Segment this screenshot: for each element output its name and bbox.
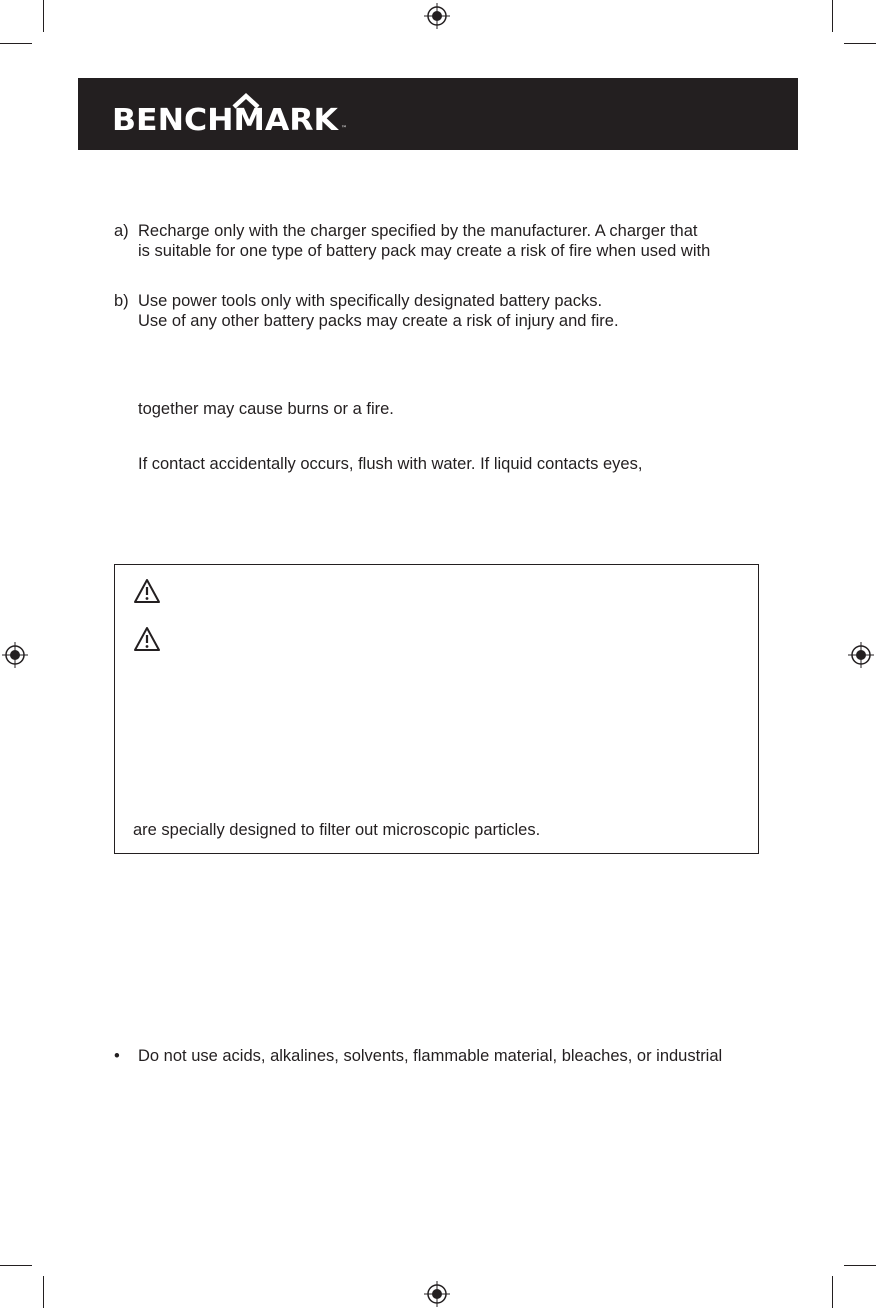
item-marker-a: a) — [114, 222, 129, 240]
crop-mark — [832, 1276, 833, 1308]
crop-mark — [43, 1276, 44, 1308]
registration-mark-icon — [2, 642, 28, 668]
fragment-line-1: together may cause burns or a fire. — [138, 400, 394, 418]
item-marker-b: b) — [114, 292, 129, 310]
registration-mark-icon — [424, 3, 450, 29]
item-a-line-1: Recharge only with the charger specified by the manufacturer. A charger that — [138, 222, 698, 240]
bullet-icon: • — [114, 1047, 120, 1065]
fragment-line-2: If contact accidentally occurs, flush with water. If liquid contacts eyes, — [138, 455, 643, 473]
registration-mark-icon — [424, 1281, 450, 1307]
crop-mark — [832, 0, 833, 32]
crop-mark — [844, 43, 876, 44]
crop-mark — [0, 43, 32, 44]
warning-box — [114, 564, 759, 854]
brand-name: BENCHMARK — [112, 103, 340, 134]
item-b-line-1: Use power tools only with specifically designated battery packs. — [138, 292, 603, 310]
item-b-line-2: Use of any other battery packs may create a risk of injury and fire. — [138, 312, 619, 330]
warning-last-line: are specially designed to filter out microscopic particles. — [133, 821, 541, 839]
crop-mark — [0, 1265, 32, 1266]
registration-mark-icon — [848, 642, 874, 668]
benchmark-logo — [112, 90, 348, 134]
header-banner — [78, 78, 798, 150]
crop-mark — [43, 0, 44, 32]
warning-triangle-icon — [133, 626, 161, 652]
crop-mark — [844, 1265, 876, 1266]
warning-triangle-icon — [133, 578, 161, 604]
cleaning-line: Do not use acids, alkalines, solvents, flammable material, bleaches, or industrial — [138, 1047, 723, 1065]
svg-text:™: ™ — [341, 125, 347, 132]
item-a-line-2: is suitable for one type of battery pack may create a risk of fire when used with — [138, 242, 711, 260]
